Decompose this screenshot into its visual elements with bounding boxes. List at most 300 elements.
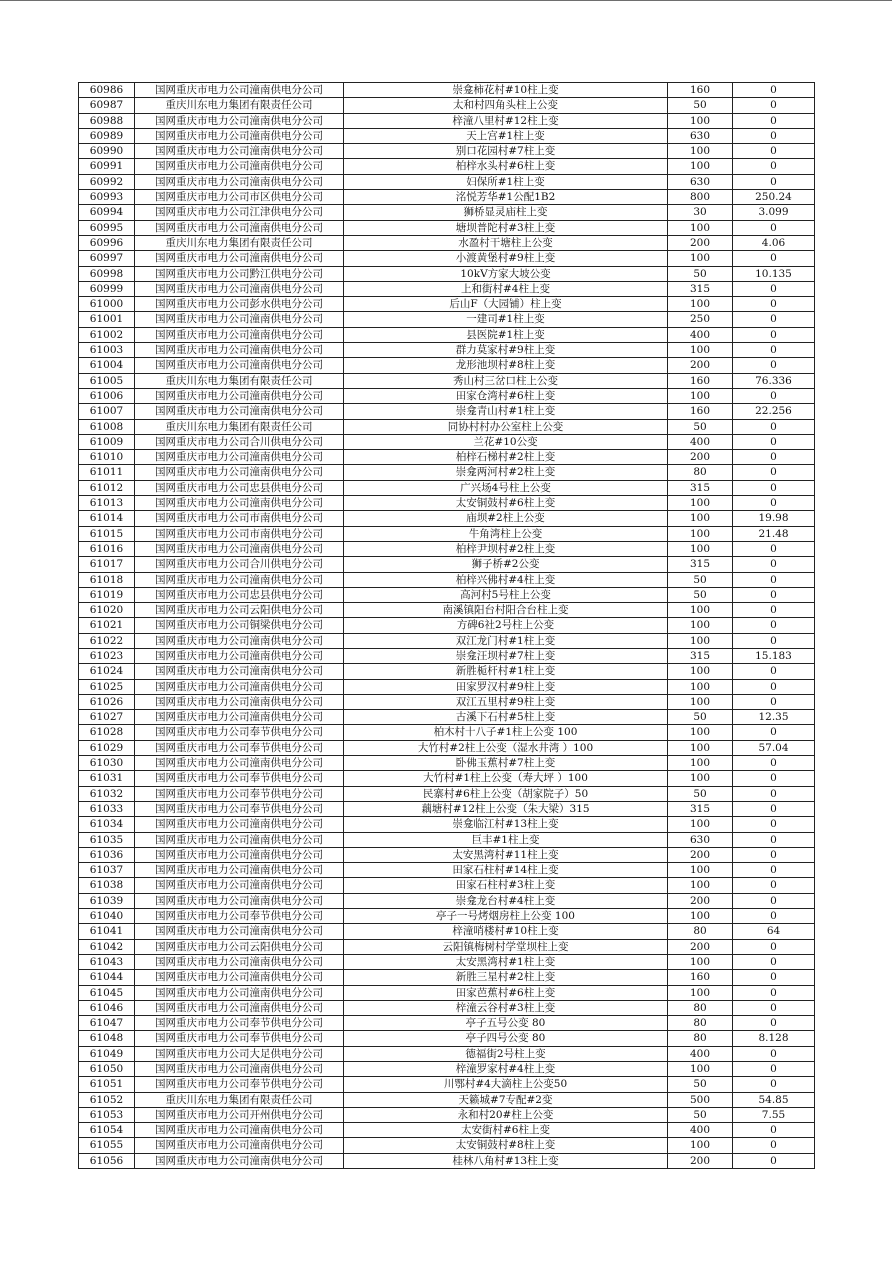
- transformer-name-cell: 双江五里村#9柱上变: [344, 694, 668, 709]
- transformer-name-cell: 梓潼罗家村#4柱上变: [344, 1062, 668, 1077]
- transformer-name-cell: 狮子桥#2公变: [344, 557, 668, 572]
- transformer-name-cell: 县医院#1柱上变: [344, 327, 668, 342]
- transformer-name-cell: 崇龛柿花村#10柱上变: [344, 83, 668, 98]
- transformer-name-cell: 太安街村#6柱上变: [344, 1123, 668, 1138]
- value-cell: 0: [733, 450, 815, 465]
- value-cell: 0: [733, 312, 815, 327]
- transformer-name-cell: 云阳镇梅树村学堂坝柱上变: [344, 939, 668, 954]
- capacity-cell: 100: [668, 863, 733, 878]
- capacity-cell: 100: [668, 878, 733, 893]
- capacity-cell: 400: [668, 434, 733, 449]
- company-cell: 国网重庆市电力公司潼南供电分公司: [135, 985, 344, 1000]
- value-cell: 0: [733, 557, 815, 572]
- table-row: [79, 1092, 815, 1107]
- company-cell: 国网重庆市电力公司潼南供电分公司: [135, 541, 344, 556]
- table-row: [79, 664, 815, 679]
- table-row: [79, 679, 815, 694]
- company-cell: 国网重庆市电力公司大足供电分公司: [135, 1046, 344, 1061]
- company-cell: 国网重庆市电力公司潼南供电分公司: [135, 144, 344, 159]
- table-row: [79, 954, 815, 969]
- capacity-cell: 100: [668, 113, 733, 128]
- capacity-cell: 100: [668, 144, 733, 159]
- capacity-cell: 100: [668, 388, 733, 403]
- value-cell: 57.04: [733, 740, 815, 755]
- row-id-cell: 60986: [79, 83, 135, 98]
- table-row: [79, 1123, 815, 1138]
- row-id-cell: 61042: [79, 939, 135, 954]
- capacity-cell: 100: [668, 297, 733, 312]
- value-cell: 0: [733, 572, 815, 587]
- company-cell: 重庆川东电力集团有限责任公司: [135, 98, 344, 113]
- transformer-name-cell: 天籁城#7专配#2变: [344, 1092, 668, 1107]
- company-cell: 重庆川东电力集团有限责任公司: [135, 235, 344, 250]
- capacity-cell: 100: [668, 985, 733, 1000]
- table-row: [79, 266, 815, 281]
- company-cell: 国网重庆市电力公司奉节供电分公司: [135, 740, 344, 755]
- value-cell: 54.85: [733, 1092, 815, 1107]
- company-cell: 国网重庆市电力公司奉节供电分公司: [135, 1016, 344, 1031]
- row-id-cell: 61016: [79, 541, 135, 556]
- capacity-cell: 400: [668, 1046, 733, 1061]
- capacity-cell: 100: [668, 220, 733, 235]
- capacity-cell: 315: [668, 281, 733, 296]
- row-id-cell: 61012: [79, 480, 135, 495]
- capacity-cell: 160: [668, 83, 733, 98]
- transformer-name-cell: 崇龛青山村#1柱上变: [344, 404, 668, 419]
- capacity-cell: 100: [668, 756, 733, 771]
- capacity-cell: 630: [668, 128, 733, 143]
- company-cell: 国网重庆市电力公司潼南供电分公司: [135, 863, 344, 878]
- row-id-cell: 61004: [79, 358, 135, 373]
- company-cell: 国网重庆市电力公司潼南供电分公司: [135, 1153, 344, 1168]
- transformer-name-cell: 巨丰#1柱上变: [344, 832, 668, 847]
- company-cell: 国网重庆市电力公司潼南供电分公司: [135, 633, 344, 648]
- row-id-cell: 61045: [79, 985, 135, 1000]
- company-cell: 国网重庆市电力公司潼南供电分公司: [135, 878, 344, 893]
- company-cell: 国网重庆市电力公司潼南供电分公司: [135, 450, 344, 465]
- value-cell: 0: [733, 1138, 815, 1153]
- row-id-cell: 60999: [79, 281, 135, 296]
- row-id-cell: 61026: [79, 694, 135, 709]
- table-row: [79, 694, 815, 709]
- capacity-cell: 80: [668, 1016, 733, 1031]
- value-cell: 0: [733, 985, 815, 1000]
- transformer-name-cell: 柏梓石梯村#2柱上变: [344, 450, 668, 465]
- capacity-cell: 500: [668, 1092, 733, 1107]
- table-row: [79, 740, 815, 755]
- transformer-name-cell: 田家石柱村#14柱上变: [344, 863, 668, 878]
- row-id-cell: 60990: [79, 144, 135, 159]
- value-cell: 0: [733, 327, 815, 342]
- row-id-cell: 61023: [79, 648, 135, 663]
- transformer-name-cell: 田家石柱村#3柱上变: [344, 878, 668, 893]
- row-id-cell: 60992: [79, 174, 135, 189]
- capacity-cell: 100: [668, 740, 733, 755]
- table-row: [79, 970, 815, 985]
- transformer-name-cell: 妇保所#1柱上变: [344, 174, 668, 189]
- company-cell: 国网重庆市电力公司潼南供电分公司: [135, 893, 344, 908]
- value-cell: 0: [733, 694, 815, 709]
- row-id-cell: 61006: [79, 388, 135, 403]
- row-id-cell: 61005: [79, 373, 135, 388]
- table-row: [79, 251, 815, 266]
- transformer-name-cell: 德福街2号柱上变: [344, 1046, 668, 1061]
- transformer-name-cell: 方碑6社2号柱上公变: [344, 618, 668, 633]
- transformer-name-cell: 狮桥显灵庙柱上变: [344, 205, 668, 220]
- company-cell: 国网重庆市电力公司潼南供电分公司: [135, 404, 344, 419]
- row-id-cell: 60993: [79, 190, 135, 205]
- company-cell: 国网重庆市电力公司奉节供电分公司: [135, 801, 344, 816]
- company-cell: 国网重庆市电力公司潼南供电分公司: [135, 1062, 344, 1077]
- company-cell: 国网重庆市电力公司潼南供电分公司: [135, 159, 344, 174]
- transformer-name-cell: 水盈村干塘柱上公变: [344, 235, 668, 250]
- table-row: [79, 541, 815, 556]
- row-id-cell: 61030: [79, 756, 135, 771]
- transformer-name-cell: 田家芭蕉村#6柱上变: [344, 985, 668, 1000]
- table-row: [79, 1077, 815, 1092]
- company-cell: 国网重庆市电力公司合川供电分公司: [135, 434, 344, 449]
- table-row: [79, 526, 815, 541]
- capacity-cell: 80: [668, 1031, 733, 1046]
- company-cell: 国网重庆市电力公司潼南供电分公司: [135, 83, 344, 98]
- table-row: [79, 1031, 815, 1046]
- table-row: [79, 847, 815, 862]
- row-id-cell: 60988: [79, 113, 135, 128]
- page-top-border: [0, 0, 892, 1]
- transformer-name-cell: 梓潼八里村#12柱上变: [344, 113, 668, 128]
- value-cell: 64: [733, 924, 815, 939]
- table-row: [79, 434, 815, 449]
- value-cell: 0: [733, 496, 815, 511]
- table-row: [79, 771, 815, 786]
- table-row: [79, 985, 815, 1000]
- row-id-cell: 61007: [79, 404, 135, 419]
- value-cell: 0: [733, 83, 815, 98]
- table-row: [79, 1062, 815, 1077]
- company-cell: 国网重庆市电力公司潼南供电分公司: [135, 251, 344, 266]
- table-row: [79, 235, 815, 250]
- company-cell: 国网重庆市电力公司潼南供电分公司: [135, 832, 344, 847]
- table-row: [79, 358, 815, 373]
- transformer-name-cell: 南溪镇阳台村阳合台柱上变: [344, 603, 668, 618]
- transformer-name-cell: 太安铜鼓村#6柱上变: [344, 496, 668, 511]
- value-cell: 0: [733, 863, 815, 878]
- table-row: [79, 587, 815, 602]
- company-cell: 国网重庆市电力公司潼南供电分公司: [135, 281, 344, 296]
- table-row: [79, 1046, 815, 1061]
- row-id-cell: 61008: [79, 419, 135, 434]
- table-row: [79, 174, 815, 189]
- capacity-cell: 200: [668, 358, 733, 373]
- capacity-cell: 50: [668, 1077, 733, 1092]
- table-row: [79, 1138, 815, 1153]
- transformer-name-cell: 崇龛两河村#2柱上变: [344, 465, 668, 480]
- transformer-name-cell: 庙坝#2柱上公变: [344, 511, 668, 526]
- value-cell: 0: [733, 801, 815, 816]
- row-id-cell: 61038: [79, 878, 135, 893]
- transformer-name-cell: 柏梓兴佛村#4柱上变: [344, 572, 668, 587]
- capacity-cell: 100: [668, 603, 733, 618]
- value-cell: 0: [733, 281, 815, 296]
- capacity-cell: 800: [668, 190, 733, 205]
- table-row: [79, 924, 815, 939]
- capacity-cell: 100: [668, 1138, 733, 1153]
- value-cell: 0: [733, 388, 815, 403]
- value-cell: 0: [733, 786, 815, 801]
- company-cell: 国网重庆市电力公司江津供电分公司: [135, 205, 344, 220]
- capacity-cell: 200: [668, 893, 733, 908]
- value-cell: 0: [733, 909, 815, 924]
- capacity-cell: 200: [668, 1153, 733, 1168]
- company-cell: 国网重庆市电力公司彭水供电分公司: [135, 297, 344, 312]
- transformer-name-cell: 大竹村#2柱上公变（湿水井湾 ）100: [344, 740, 668, 755]
- table-row: [79, 893, 815, 908]
- capacity-cell: 250: [668, 312, 733, 327]
- table-row: [79, 373, 815, 388]
- row-id-cell: 61047: [79, 1016, 135, 1031]
- table-row: [79, 633, 815, 648]
- capacity-cell: 630: [668, 174, 733, 189]
- value-cell: 7.55: [733, 1107, 815, 1122]
- table-row: [79, 557, 815, 572]
- table-row: [79, 1107, 815, 1122]
- row-id-cell: 61028: [79, 725, 135, 740]
- table-body: [79, 83, 815, 1169]
- table-row: [79, 205, 815, 220]
- row-id-cell: 61010: [79, 450, 135, 465]
- company-cell: 国网重庆市电力公司潼南供电分公司: [135, 343, 344, 358]
- company-cell: 重庆川东电力集团有限责任公司: [135, 419, 344, 434]
- table-row: [79, 465, 815, 480]
- company-cell: 国网重庆市电力公司潼南供电分公司: [135, 710, 344, 725]
- table-row: [79, 450, 815, 465]
- value-cell: 0: [733, 618, 815, 633]
- capacity-cell: 100: [668, 694, 733, 709]
- value-cell: 15.183: [733, 648, 815, 663]
- table-row: [79, 190, 815, 205]
- capacity-cell: 50: [668, 98, 733, 113]
- company-cell: 国网重庆市电力公司奉节供电分公司: [135, 1077, 344, 1092]
- row-id-cell: 61020: [79, 603, 135, 618]
- row-id-cell: 61021: [79, 618, 135, 633]
- transformer-name-cell: 太和村四角头柱上公变: [344, 98, 668, 113]
- company-cell: 国网重庆市电力公司奉节供电分公司: [135, 909, 344, 924]
- company-cell: 国网重庆市电力公司潼南供电分公司: [135, 664, 344, 679]
- row-id-cell: 61048: [79, 1031, 135, 1046]
- transformer-name-cell: 柏梓尹坝村#2柱上变: [344, 541, 668, 556]
- capacity-cell: 100: [668, 1062, 733, 1077]
- transformer-name-cell: 天上宫#1柱上变: [344, 128, 668, 143]
- row-id-cell: 61002: [79, 327, 135, 342]
- transformer-name-cell: 太安黑湾村#1柱上变: [344, 954, 668, 969]
- transformer-name-cell: 大竹村#1柱上公变（寿大坪 ）100: [344, 771, 668, 786]
- table-row: [79, 939, 815, 954]
- row-id-cell: 61031: [79, 771, 135, 786]
- table-row: [79, 128, 815, 143]
- table-row: [79, 603, 815, 618]
- company-cell: 国网重庆市电力公司潼南供电分公司: [135, 817, 344, 832]
- capacity-cell: 100: [668, 633, 733, 648]
- value-cell: 0: [733, 480, 815, 495]
- row-id-cell: 61013: [79, 496, 135, 511]
- company-cell: 国网重庆市电力公司潼南供电分公司: [135, 1000, 344, 1015]
- table-row: [79, 312, 815, 327]
- value-cell: 0: [733, 1153, 815, 1168]
- row-id-cell: 61054: [79, 1123, 135, 1138]
- row-id-cell: 61046: [79, 1000, 135, 1015]
- transformer-name-cell: 后山F（大园铺）柱上变: [344, 297, 668, 312]
- capacity-cell: 315: [668, 557, 733, 572]
- table-row: [79, 1153, 815, 1168]
- table-row: [79, 511, 815, 526]
- capacity-cell: 80: [668, 465, 733, 480]
- capacity-cell: 100: [668, 725, 733, 740]
- value-cell: 0: [733, 465, 815, 480]
- row-id-cell: 61025: [79, 679, 135, 694]
- capacity-cell: 50: [668, 587, 733, 602]
- row-id-cell: 61044: [79, 970, 135, 985]
- transformer-name-cell: 新胜三星村#2柱上变: [344, 970, 668, 985]
- row-id-cell: 60991: [79, 159, 135, 174]
- table-row: [79, 281, 815, 296]
- company-cell: 国网重庆市电力公司潼南供电分公司: [135, 312, 344, 327]
- company-cell: 国网重庆市电力公司市南供电分公司: [135, 526, 344, 541]
- table-row: [79, 756, 815, 771]
- company-cell: 国网重庆市电力公司云阳供电分公司: [135, 603, 344, 618]
- transformer-name-cell: 亭子四号公变 80: [344, 1031, 668, 1046]
- capacity-cell: 100: [668, 159, 733, 174]
- company-cell: 国网重庆市电力公司潼南供电分公司: [135, 1138, 344, 1153]
- company-cell: 国网重庆市电力公司潼南供电分公司: [135, 694, 344, 709]
- capacity-cell: 100: [668, 954, 733, 969]
- row-id-cell: 61052: [79, 1092, 135, 1107]
- company-cell: 国网重庆市电力公司潼南供电分公司: [135, 174, 344, 189]
- value-cell: 0: [733, 1123, 815, 1138]
- row-id-cell: 61001: [79, 312, 135, 327]
- capacity-cell: 100: [668, 771, 733, 786]
- company-cell: 国网重庆市电力公司黔江供电分公司: [135, 266, 344, 281]
- value-cell: 0: [733, 847, 815, 862]
- company-cell: 国网重庆市电力公司潼南供电分公司: [135, 358, 344, 373]
- transformer-name-cell: 10kV方家大坡公变: [344, 266, 668, 281]
- transformer-name-cell: 同协村村办公室柱上公变: [344, 419, 668, 434]
- table-row: [79, 878, 815, 893]
- capacity-cell: 100: [668, 496, 733, 511]
- row-id-cell: 60996: [79, 235, 135, 250]
- value-cell: 0: [733, 541, 815, 556]
- capacity-cell: 630: [668, 832, 733, 847]
- value-cell: 0: [733, 98, 815, 113]
- table-row: [79, 817, 815, 832]
- value-cell: 0: [733, 1016, 815, 1031]
- transformer-name-cell: 卧佛玉蕉村#7柱上变: [344, 756, 668, 771]
- value-cell: 0: [733, 358, 815, 373]
- capacity-cell: 100: [668, 541, 733, 556]
- capacity-cell: 315: [668, 648, 733, 663]
- row-id-cell: 61036: [79, 847, 135, 862]
- value-cell: 3.099: [733, 205, 815, 220]
- value-cell: 0: [733, 220, 815, 235]
- value-cell: 0: [733, 128, 815, 143]
- company-cell: 国网重庆市电力公司奉节供电分公司: [135, 771, 344, 786]
- value-cell: 0: [733, 159, 815, 174]
- capacity-cell: 100: [668, 251, 733, 266]
- transformer-name-cell: 梓潼哨楼村#10柱上变: [344, 924, 668, 939]
- row-id-cell: 60995: [79, 220, 135, 235]
- table-row: [79, 419, 815, 434]
- company-cell: 重庆川东电力集团有限责任公司: [135, 373, 344, 388]
- company-cell: 国网重庆市电力公司潼南供电分公司: [135, 847, 344, 862]
- transformer-name-cell: 洺悦芳华#1公配1B2: [344, 190, 668, 205]
- company-cell: 国网重庆市电力公司潼南供电分公司: [135, 1123, 344, 1138]
- capacity-cell: 200: [668, 939, 733, 954]
- row-id-cell: 61050: [79, 1062, 135, 1077]
- value-cell: 0: [733, 113, 815, 128]
- company-cell: 国网重庆市电力公司忠县供电分公司: [135, 480, 344, 495]
- transformer-name-cell: 别口花园村#7柱上变: [344, 144, 668, 159]
- transformer-name-cell: 田家仓湾村#6柱上变: [344, 388, 668, 403]
- company-cell: 国网重庆市电力公司云阳供电分公司: [135, 939, 344, 954]
- row-id-cell: 60998: [79, 266, 135, 281]
- table-row: [79, 710, 815, 725]
- value-cell: 21.48: [733, 526, 815, 541]
- row-id-cell: 61029: [79, 740, 135, 755]
- transformer-name-cell: 民寨村#6柱上公变（胡家院子）50: [344, 786, 668, 801]
- row-id-cell: 61039: [79, 893, 135, 908]
- value-cell: 0: [733, 633, 815, 648]
- value-cell: 0: [733, 419, 815, 434]
- transformer-name-cell: 古溪下石村#5柱上变: [344, 710, 668, 725]
- row-id-cell: 61043: [79, 954, 135, 969]
- capacity-cell: 200: [668, 235, 733, 250]
- table-row: [79, 725, 815, 740]
- capacity-cell: 400: [668, 327, 733, 342]
- value-cell: 0: [733, 1062, 815, 1077]
- value-cell: 0: [733, 1077, 815, 1092]
- row-id-cell: 61041: [79, 924, 135, 939]
- company-cell: 国网重庆市电力公司潼南供电分公司: [135, 327, 344, 342]
- value-cell: 0: [733, 771, 815, 786]
- transformer-name-cell: 龙形池坝村#8柱上变: [344, 358, 668, 373]
- company-cell: 国网重庆市电力公司潼南供电分公司: [135, 465, 344, 480]
- value-cell: 0: [733, 679, 815, 694]
- capacity-cell: 100: [668, 664, 733, 679]
- capacity-cell: 315: [668, 480, 733, 495]
- value-cell: 250.24: [733, 190, 815, 205]
- transformer-name-cell: 藕塘村#12柱上公变（朱大梁）315: [344, 801, 668, 816]
- row-id-cell: 61015: [79, 526, 135, 541]
- row-id-cell: 61056: [79, 1153, 135, 1168]
- row-id-cell: 61037: [79, 863, 135, 878]
- row-id-cell: 61034: [79, 817, 135, 832]
- value-cell: 12.35: [733, 710, 815, 725]
- capacity-cell: 50: [668, 786, 733, 801]
- company-cell: 国网重庆市电力公司潼南供电分公司: [135, 970, 344, 985]
- table-row: [79, 113, 815, 128]
- transformer-name-cell: 田家罗汉村#9柱上变: [344, 679, 668, 694]
- row-id-cell: 60987: [79, 98, 135, 113]
- transformer-name-cell: 亭子一号烤烟房柱上公变 100: [344, 909, 668, 924]
- table-row: [79, 343, 815, 358]
- capacity-cell: 100: [668, 909, 733, 924]
- value-cell: 0: [733, 970, 815, 985]
- value-cell: 0: [733, 832, 815, 847]
- value-cell: 0: [733, 144, 815, 159]
- company-cell: 国网重庆市电力公司潼南供电分公司: [135, 924, 344, 939]
- capacity-cell: 50: [668, 1107, 733, 1122]
- table-row: [79, 1016, 815, 1031]
- company-cell: 国网重庆市电力公司潼南供电分公司: [135, 128, 344, 143]
